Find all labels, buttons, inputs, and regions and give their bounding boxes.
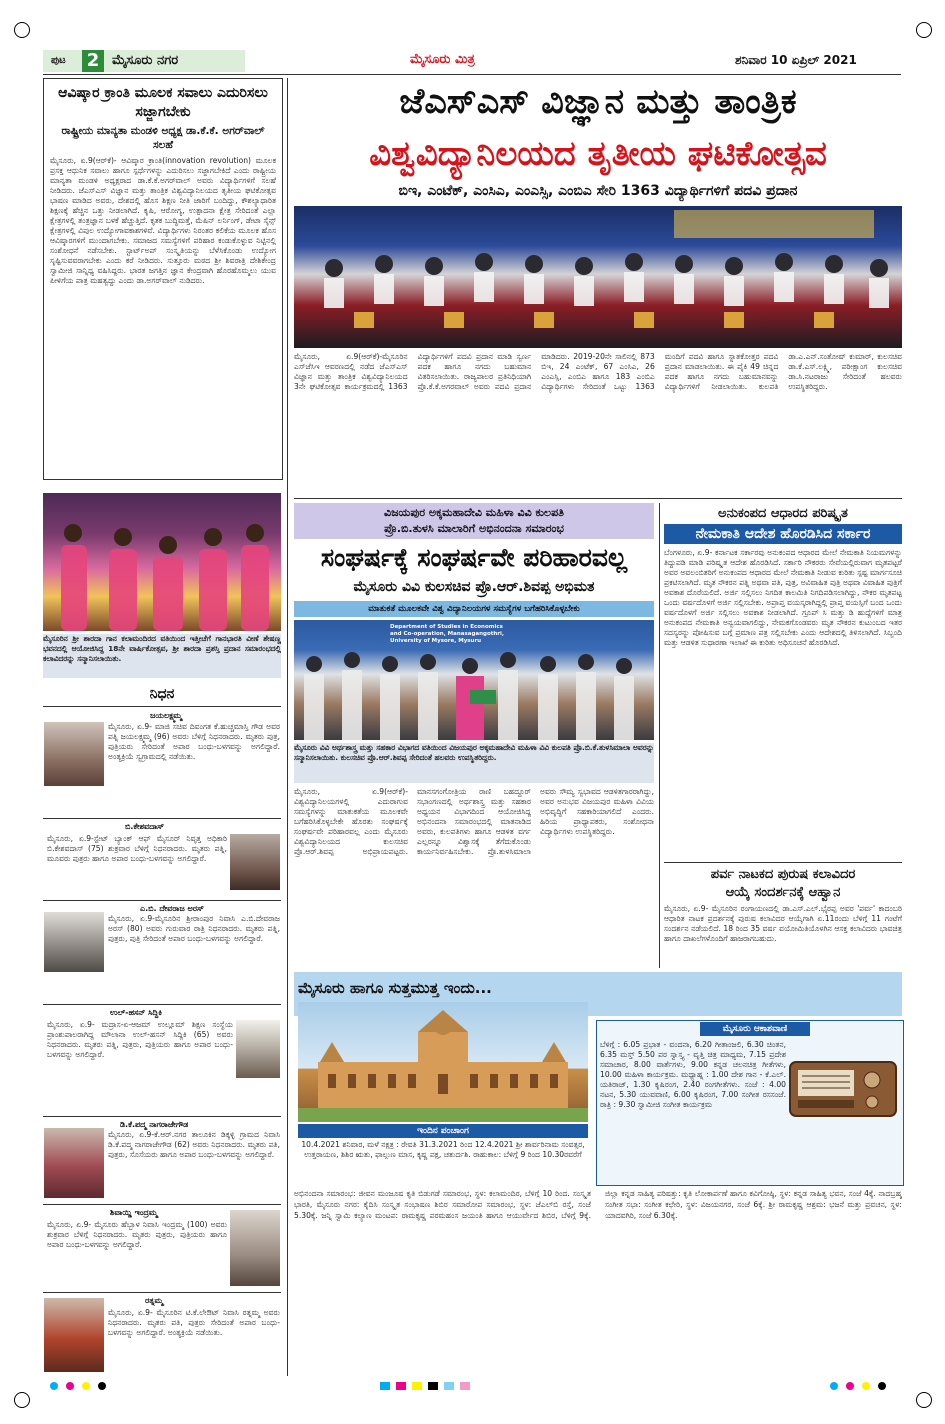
registration-mark-icon [916,22,932,38]
page-label: ಪುಟ [51,55,66,66]
mid-kicker-line1: ವಿಜಯಪುರ ಅಕ್ಕಮಹಾದೇವಿ ಮಹಿಳಾ ವಿವಿ ಕುಲಪತಿ [384,506,564,519]
obituary-photo [44,912,104,972]
mid-title: ಸಂಘರ್ಷಕ್ಕೆ ಸಂಘರ್ಷವೇ ಪರಿಹಾರವಲ್ಲ [320,543,628,572]
page-number: 2 [82,50,104,72]
obituary-rule [43,706,281,707]
panchanga-text: 10.4.2021 ಶನಿವಾರ, ಮಳೆ ನಕ್ಷತ್ರ : ರೇವತಿ 31.3.2021 ರಿಂದ 12.4.2021 ಶ್ರೀ ಶಾರ್ವರಿನಾಮ ಸಂವತ್ಸರ, ಉತ್ತರಾಯಣ, ಶಿಶಿರ ಋತು, ಫಾಲ್ಗುಣ ಮಾಸ, ಕೃಷ್ಣ ಪಕ್ಷ, ಚತುರ್ದಶಿ. ರಾಹುಕಾಲ: ಬೆಳಿಗ್ಗೆ 9 ರಿಂದ 10.30ರವರೆಗೆ [301,1140,585,1159]
color-bar [50,1382,290,1392]
left-photo-caption: ಮೈಸೂರಿನ ಶ್ರೀ ಶಾರದಾ ಗಾನ ಕಲಾಮಂದಿರದ ವತಿಯಿಂದ ಇತ್ತೀಚೆಗೆ ಗಾನಭಾರತಿ ವೀಣೆ ಶೇಷಣ್ಣ ಭವನದಲ್ಲಿ ಆಯೋಜಿಸಿದ್ದ 18ನೇ ವಾರ್ಷಿಕೋತ್ಸವ, ಶ್ರೀ ಶಾರದಾ ಪ್ರಶಸ್ತಿ ಪ್ರದಾನ ಸಮಾರಂಭದಲ್ಲಿ ಕಲಾವಿದರನ್ನು ಸನ್ಮಾನಿಸಲಾಯಿತು. [43,634,281,678]
obituary-name: ಶಿವಾಯ್ಡಿ ಇಂದ್ರಮ್ಮ [110,1208,158,1217]
right2-title: ಆಯ್ಕೆ ಸಂದರ್ಶನಕ್ಕೆ ಆಹ್ವಾನ [725,885,841,900]
lead-bottom-rule [294,498,902,499]
masthead-rule [43,74,901,75]
mid-photo-banner: Department of Studies in Economics and Co-operation, Manasagangothri, University of Mysore, Mysuru [390,624,504,644]
obituary-divider [43,1204,281,1205]
obituary-name: ಉಲ್-ಹಸನ್ ಸಿದ್ದಿಕಿ [110,1008,163,1017]
right-kicker: ಅನುಕಂಪದ ಆಧಾರದ ಪರಿಷ್ಕೃತ [718,506,848,521]
radio-text: ಬೆಳಿಗ್ಗೆ : 6.05 ಪ್ರಭಾತ - ವಂದನಾ, 6.20 ಗೀತಾಂಜಲಿ, 6.30 ಚಿಂತನ, 6.35 ಮಸ್ತ್ 5.50 ಪರ ಸ್ವಾಸ್ತ್ಯ - ವೃತ್ತಿ ಚಿತ್ರ ಮಾಧ್ಯಮ, 7.15 ಪ್ರದೇಶ ಸಮಾಚಾರ, 8.00 ವಾರ್ತೆಗಳು, 9.00 ಕನ್ನಡ ಚಲನಚಿತ್ರ ಗೀತೆಗಳು, 10.00 ಮಹಿಳಾ ಕಾರ್ಯಕ್ರಮ. ಮಧ್ಯಾಹ್ನ : 1.00 ದೇಶ ಗಾನ - ಕೆ.ಎಲ್. ಯತಿರಾಜ್, 1.30 ಕೃಷಿರಂಗ, 2.40 ರಂಗಗೀತೆಗಳು. ಸಂಜೆ : 4.00 ನಟನ, 5.30 ಯುವವಾಣಿ, 6.00 ಕೃಷಿರಂಗ, 7.00 ಸಂಗೀತ ರಸಸಂಜೆ. ರಾತ್ರಿ : 9.30 ಸ್ವಾಮೀಜಿ ಸಂಗೀತ ಕಾರ್ಯಕ್ರಮ [600,1040,786,1109]
radio-heading: ಮೈಸೂರು ಆಕಾಶವಾಣಿ [700,1022,810,1036]
obituary-photo [44,722,104,786]
today-heading: ಮೈಸೂರು ಹಾಗೂ ಸುತ್ತಮುತ್ತ ಇಂದು... [298,979,492,997]
obituary-text: ಮೈಸೂರು, ಏ.9- ಮದ್ರಾಸ-ಏ-ಆಜಮ್ ಉಲ್ಲೂಮ್ ಶಿಕ್ಷಣ ಸಂಸ್ಥೆಯ ಪ್ರಾಂಶುಪಾಲರಾಗಿದ್ದ ಮೌಲಾನಾ ಉಲ್-ಹಸನ್ ಸಿದ್ದಿಕಿ (65) ಅವರು ನಿಧನರಾದರು. ಮೃತರು ಪತ್ನಿ, ಪುತ್ರರು, ಪುತ್ರಿಯರು ಹಾಗೂ ಅಪಾರ ಬಂಧು-ಬಳಗವನ್ನು ಅಗಲಿದ್ದಾರೆ. [47,1020,233,1059]
right-title: ನೇಮಕಾತಿ ಆದೇಶ ಹೊರಡಿಸಿದ ಸರ್ಕಾರ [664,524,902,544]
lead-title-line2: ವಿಶ್ವವಿದ್ಯಾನಿಲಯದ ತೃತೀಯ ಘಟಿಕೋತ್ಸವ [369,134,827,174]
masthead-date: ಶನಿವಾರ 10 ಏಪ್ರಿಲ್ 2021 [735,53,857,67]
color-bar [830,1382,910,1392]
column-divider [659,503,660,968]
obituary-name: ಡಿ.ಕೆ.ಪದ್ಮ ನಾಗರಾಜೇಗೌಡ [120,1120,189,1129]
mid-photo [294,620,654,740]
left-lead-title: ಆವಿಷ್ಕಾರ ಕ್ರಾಂತಿ ಮೂಲಕ ಸವಾಲು ಎದುರಿಸಲು ಸಜ್ಜಾಗಬೇಕು [58,85,268,120]
obituary-divider [43,900,281,901]
radio-icon [788,1058,898,1118]
obituary-text: ಮೈಸೂರು, ಏ.9-ಸ್ಟೇಟ್ ಬ್ಯಾಂಕ್ ಆಫ್ ಮೈಸೂರ್ ನಿವೃತ್ತ ಅಧಿಕಾರಿ ಬಿ.ಕೇಶವದಾಸ್ (75) ಶುಕ್ರವಾರ ಬೆಳಿಗ್ಗೆ ನಿಧನರಾದರು. ಮೃತರು ಪತ್ನಿ, ಮೂವರು ಪುತ್ರರು ಹಾಗೂ ಅಪಾರ ಬಂಧು-ಬಳಗವನ್ನು ಅಗಲಿದ್ದಾರೆ. [47,834,227,863]
right2-kicker: ಪರ್ವ ನಾಟಕದ ಪುರುಷ ಕಲಾವಿದರ [710,867,856,882]
obituary-name: ರತ್ನಮ್ಮ [145,1296,164,1305]
events-listing: ಅಭಿನಂದನಾ ಸಮಾರಂಭ: ಜೀವನ ಮಂಜೂಷ ಕೃತಿ ಬಿಡುಗಡೆ ಸಮಾರಂಭ, ಸ್ಥಳ: ಕಲಾಮಂದಿರ, ಬೆಳಿಗ್ಗೆ 10 ರಿಂದ. ಸಂಸ್ಕೃತ ಭಾರತಿ, ಮೈಸೂರು ನಗರ: ಕೈದಿಸಿ ಸಂಸ್ಕೃತ ಸಂಭಾಷಣ ಶಿಬಿರ ಸಮಾರೋಪ ಸಮಾರಂಭ, ಸ್ಥಳ: ಜೆಎಲ್‌ಬಿ ರಸ್ತೆ, ಸಂಜೆ 5.30ಕ್ಕೆ. ಜನ್ನಿ ಸ್ವಾಮಿ ಕಲ್ಯಾಣ ಮಂಟಪ: ರಾಮಕೃಷ್ಣ ಪರಮಹಂಸ ಜಯಂತಿ ಹಾಗೂ ಆಯುರ್ವೇದ ಶಿಬಿರ, ಬೆಳಿಗ್ಗೆ 9ಕ್ಕೆ. ಜಿಲ್ಲಾ ಕನ್ನಡ ಸಾಹಿತ್ಯ ಪರಿಷತ್ತು: ಕೃತಿ ಲೋಕಾರ್ಪಣೆ ಹಾಗೂ ಕವಿಗೋಷ್ಠಿ, ಸ್ಥಳ: ಕನ್ನಡ ಸಾಹಿತ್ಯ ಭವನ, ಸಂಜೆ 4ಕ್ಕೆ. ನಾದಬ್ರಹ್ಮ ಸಂಗೀತ ಸಭಾ: ಸಂಗೀತ ಕಛೇರಿ, ಸ್ಥಳ: ವಿಜಯನಗರ, ಸಂಜೆ 6ಕ್ಕೆ. ಶ್ರೀ ರಾಮಕೃಷ್ಣ ಆಶ್ರಮ: ಭಜನೆ ಮತ್ತು ಪ್ರವಚನ, ಸ್ಥಳ: ಯಾದವಗಿರಿ, ಸಂಜೆ 6.30ಕ್ಕೆ. [294,1189,902,1220]
obituary-text: ಮೈಸೂರು, ಏ.9- ಮೈಸೂರಿನ ಟಿ.ಕೆ.ಲೇಔಟ್ ನಿವಾಸಿ ರತ್ನಮ್ಮ ಅವರು ನಿಧನರಾದರು. ಮೃತರು ಪತಿ, ಪುತ್ರರು ಸೇರಿದಂತೆ ಅಪಾರ ಬಂಧು-ಬಳಗವನ್ನು ಅಗಲಿದ್ದಾರೆ. ಅಂತ್ಯಕ್ರಿಯೆ ನಡೆಯಿತು. [108,1308,280,1337]
obituary-name: ಜಯಲಕ್ಷ್ಮಮ್ಮ [150,711,182,720]
obituary-photo [44,1128,104,1198]
left-lead-body: ಮೈಸೂರು, ಏ.9(ಆರ್‌ಕೆ)- ಆವಿಷ್ಕಾರ ಕ್ರಾಂತಿ(innovation revolution) ಮೂಲಕ ಪ್ರಸಕ್ತ ಆಧುನಿಕ ಸವಾಲು ಹಾಗೂ ಸ್ಪರ್ಧೆಗಳನ್ನು ಎದುರಿಸಲು ಸಜ್ಜಾಗಬೇಕಿದೆ ಎಂದು ರಾಷ್ಟ್ರೀಯ ಮಾನ್ಯತಾ ಮಂಡಳಿ ಅಧ್ಯಕ್ಷರಾದ ಡಾ.ಕೆ.ಕೆ.ಅಗರ್‌ವಾಲ್ ಅವರು ವಿದ್ಯಾರ್ಥಿಗಳಿಗೆ ಸಲಹೆ ನೀಡಿದರು. ಜೆಎಸ್‌ಎಸ್ ವಿಜ್ಞಾನ ಮತ್ತು ತಾಂತ್ರಿಕ ವಿಶ್ವವಿದ್ಯಾನಿಲಯದ ತೃತೀಯ ಘಟಿಕೋತ್ಸವ ಭಾಷಣ ಮಾಡಿದ ಅವರು, ದೇಶದಲ್ಲಿ ಹೊಸ ಶಿಕ್ಷಣ ನೀತಿ ಜಾರಿಗೆ ಬಂದಿದ್ದು, ಕೌಶಲ್ಯಾಧಾರಿತ ಶಿಕ್ಷಣಕ್ಕೆ ಹೆಚ್ಚಿನ ಒತ್ತು ನೀಡಲಾಗಿದೆ. ಕೃಷಿ, ಆರೋಗ್ಯ, ಉತ್ಪಾದನಾ ಕ್ಷೇತ್ರ ಸೇರಿದಂತೆ ಎಲ್ಲಾ ಕ್ಷೇತ್ರಗಳಲ್ಲಿ ತಂತ್ರಜ್ಞಾನ ಬಳಕೆ ಹೆಚ್ಚುತ್ತಿದೆ. ಕೃತಕ ಬುದ್ಧಿಮತ್ತೆ, ಮೆಷಿನ್ ಲರ್ನಿಂಗ್, ಡೇಟಾ ಸೈನ್ಸ್ ಕ್ಷೇತ್ರಗಳಲ್ಲಿ ವಿಪುಲ ಉದ್ಯೋಗಾವಕಾಶಗಳಿವೆ. ವಿದ್ಯಾರ್ಥಿಗಳು ನಿರಂತರ ಕಲಿಕೆಯ ಮೂಲಕ ಹೊಸ ಆವಿಷ್ಕಾರಗಳಿಗೆ ಮುಂದಾಗಬೇಕು. ಸಮಾಜದ ಸಮಸ್ಯೆಗಳಿಗೆ ಪರಿಹಾರ ಕಂಡುಕೊಳ್ಳುವ ನಿಟ್ಟಿನಲ್ಲಿ ಸಂಶೋಧನೆ ನಡೆಸಬೇಕು. ಸ್ಟಾರ್ಟ್‌ಅಪ್ ಸಂಸ್ಕೃತಿಯನ್ನು ಬೆಳೆಸಿಕೊಂಡು ಉದ್ಯೋಗ ಸೃಷ್ಟಿಸುವವರಾಗಬೇಕು ಎಂದು ಕರೆ ನೀಡಿದರು. ಸುತ್ತೂರು ಮಠದ ಶ್ರೀ ಶಿವರಾತ್ರಿ ದೇಶಿಕೇಂದ್ರ ಸ್ವಾಮೀಜಿ ಸಾನ್ನಿಧ್ಯ ವಹಿಸಿದ್ದರು. ಭಾರತ ಜಗತ್ತಿನ ಜ್ಞಾನ ಕೇಂದ್ರವಾಗಿ ಹೊರಹೊಮ್ಮಲು ಯುವ ಪೀಳಿಗೆಯ ಪಾತ್ರ ಮಹತ್ವದ್ದು ಎಂದು ಡಾ.ಅಗರ್‌ವಾಲ್ ನುಡಿದರು. [50,156,276,285]
left-lead-subtitle: ರಾಷ್ಟ್ರೀಯ ಮಾನ್ಯತಾ ಮಂಡಳಿ ಅಧ್ಯಕ್ಷ ಡಾ.ಕೆ.ಕೆ. ಅಗರ್‌ವಾಲ್ ಸಲಹೆ [61,125,265,151]
column-divider [287,78,288,1376]
obituary-photo [230,834,280,890]
panchanga-heading: ಇಂದಿನ ಪಂಚಾಂಗ [298,1124,588,1138]
lead-subtitle: ಬಿಇ, ಎಂಟೆಕ್, ಎಂಸಿಎ, ಎಂಎಸ್ಸಿ, ಎಂಬಿಎ ಸೇರಿ 1363 ವಿದ್ಯಾರ್ಥಿಗಳಿಗೆ ಪದವಿ ಪ್ರದಾನ [398,183,798,199]
mid-strap: ಮಾತುಕತೆ ಮೂಲಕವೇ ವಿಶ್ವ ವಿದ್ಯಾನಿಲಯಗಳ ಸಮಸ್ಯೆಗಳ ಬಗೆಹರಿಸಿಕೊಳ್ಳಬೇಕು [294,601,654,617]
left-photo [43,493,281,631]
group-photo-figures [43,493,281,631]
obituary-heading: ನಿಧನ [149,686,175,702]
obituary-text: ಮೈಸೂರು, ಏ.9-ಕೆ.ಆರ್.ನಗರ ತಾಲೂಕಿನ ಡಿಕ್ಕಳ್ಳಿ ಗ್ರಾಮದ ನಿವಾಸಿ ಡಿ.ಕೆ.ಪದ್ಮ ನಾಗರಾಜೇಗೌಡ (62) ಅವರು ನಿಧನರಾದರು. ಮೃತರು ಪತಿ, ಪುತ್ರರು, ಸೊಸೆಯರು ಹಾಗೂ ಅಪಾರ ಬಂಧು-ಬಳಗವನ್ನು ಅಗಲಿದ್ದಾರೆ. [108,1130,280,1159]
registration-mark-icon [14,22,30,38]
radio-icon-svg [788,1058,898,1118]
obituary-name: ಎ.ಬಿ. ದೇವರಾಜ ಅರಸ್ [140,904,204,913]
obituary-name: ಬಿ.ಕೇಶವದಾಸ್ [125,822,164,831]
paper-name: ಮೈಸೂರು ಮಿತ್ರ [410,52,475,67]
section-name: ಮೈಸೂರು ನಗರ [112,53,179,68]
obituary-divider [43,818,281,819]
obituary-divider [43,1004,281,1005]
obituary-text: ಮೈಸೂರು, ಏ.9- ಮೈಸೂರು ಹೆಬ್ಬಾಳ ನಿವಾಸಿ ಇಂದ್ರಮ್ಮ (100) ಅವರು ಶುಕ್ರವಾರ ಬೆಳಿಗ್ಗೆ ನಿಧನರಾದರು. ಮೃತರು ಪುತ್ರರು, ಪುತ್ರಿಯರು ಹಾಗೂ ಅಪಾರ ಬಂಧು-ಬಳಗವನ್ನು ಅಗಲಿದ್ದಾರೆ. [47,1220,227,1249]
obituary-divider [43,1292,281,1293]
obituary-photo [230,1210,280,1286]
palace-svg [298,1002,588,1122]
mid-photo-figures [294,620,654,740]
obituary-text: ಮೈಸೂರು, ಏ.9-ಮೈಸೂರಿನ ಶ್ರೀರಾಂಪುರ ನಿವಾಸಿ ಎ.ಬಿ.ದೇವರಾಜ ಅರಸ್ (80) ಅವರು ಗುರುವಾರ ರಾತ್ರಿ ನಿಧನರಾದರು. ಮೃತರು ಪತ್ನಿ, ಪುತ್ರರು, ಪುತ್ರಿ ಸೇರಿದಂತೆ ಅಪಾರ ಬಂಧು-ಬಳಗವನ್ನು ಅಗಲಿದ್ದಾರೆ. [108,914,280,943]
registration-mark-icon [14,1392,30,1408]
mid-subtitle: ಮೈಸೂರು ವಿವಿ ಕುಲಸಚಿವ ಪ್ರೊ.ಆರ್.ಶಿವಪ್ಪ ಅಭಿಮತ [353,579,595,595]
right-body: ಬೆಂಗಳೂರು, ಏ.9- ಕರ್ನಾಟಕ ಸರ್ಕಾರವು ಅನುಕಂಪದ ಆಧಾರದ ಮೇಲೆ ನೇಮಕಾತಿ ನಿಯಮಗಳನ್ನು ತಿದ್ದುಪಡಿ ಮಾಡಿ ಪರಿಷ್ಕೃತ ಆದೇಶ ಹೊರಡಿಸಿದೆ. ಸರ್ಕಾರಿ ನೌಕರರು ಸೇವೆಯಲ್ಲಿರುವಾಗ ಮೃತಪಟ್ಟರೆ ಅವರ ಅವಲಂಬಿತರಿಗೆ ಅನುಕಂಪದ ಆಧಾರದ ಮೇಲೆ ನೇಮಕಾತಿ ನೀಡುವ ಕುರಿತು ಸ್ಪಷ್ಟ ಮಾರ್ಗಸೂಚಿ ಪ್ರಕಟಿಸಲಾಗಿದೆ. ಮೃತ ನೌಕರನ ಪತ್ನಿ ಅಥವಾ ಪತಿ, ಪುತ್ರ, ಅವಿವಾಹಿತ ಪುತ್ರಿ ಅಥವಾ ವಿವಾಹಿತ ಪುತ್ರಿಗೆ ಅವಕಾಶ ದೊರೆಯಲಿದೆ. ಅರ್ಜಿ ಸಲ್ಲಿಸಲು ನಿಗದಿತ ಕಾಲಮಿತಿ ನಿಗದಿಪಡಿಸಲಾಗಿದ್ದು, ನೌಕರ ಮೃತಪಟ್ಟ ಒಂದು ವರ್ಷದೊಳಗೆ ಅರ್ಜಿ ಸಲ್ಲಿಸಬೇಕು. ಅಪ್ರಾಪ್ತ ವಯಸ್ಕರಾಗಿದ್ದಲ್ಲಿ ಪ್ರಾಪ್ತ ವಯಸ್ಸಿಗೆ ಬಂದ ಒಂದು ವರ್ಷದೊಳಗೆ ಅರ್ಜಿ ಸಲ್ಲಿಸಲು ಅವಕಾಶ ನೀಡಲಾಗಿದೆ. ಗ್ರೂಪ್ ಸಿ ಮತ್ತು ಡಿ ಹುದ್ದೆಗಳಿಗೆ ಮಾತ್ರ ಅನುಕಂಪದ ನೇಮಕಾತಿ ಅನ್ವಯವಾಗಲಿದ್ದು, ನೇಮಕಗೊಂಡವರು ಮೃತ ನೌಕರನ ಕುಟುಂಬದ ಇತರ ಸದಸ್ಯರನ್ನು ಪೋಷಿಸುವ ಬಗ್ಗೆ ಪ್ರಮಾಣ ಪತ್ರ ಸಲ್ಲಿಸಬೇಕು ಎಂದು ಆದೇಶದಲ್ಲಿ ತಿಳಿಸಲಾಗಿದೆ. ಸಿಬ್ಬಂದಿ ಮತ್ತು ಆಡಳಿತ ಸುಧಾರಣಾ ಇಲಾಖೆ ಈ ಕುರಿತು ಅಧಿಸೂಚನೆ ಹೊರಡಿಸಿದೆ. [664,548,902,647]
obituary-photo [44,1298,104,1372]
obituary-text: ಮೈಸೂರು, ಏ.9- ಮಾಜಿ ಸಚಿವ ದಿವಂಗತ ಕೆ.ಹುಚ್ಚಮಾಸ್ತಿ ಗೌಡ ಅವರ ಪತ್ನಿ ಜಯಲಕ್ಷ್ಮಮ್ಮ (96) ಅವರು ಬೆಳಿಗ್ಗೆ ನಿಧನರಾದರು. ಮೃತರು ಪುತ್ರ, ಪುತ್ರಿಯರು ಸೇರಿದಂತೆ ಅಪಾರ ಬಂಧು-ಬಳಗವನ್ನು ಅಗಲಿದ್ದಾರೆ. ಅಂತ್ಯಕ್ರಿಯೆ ಸ್ವಗ್ರಾಮದಲ್ಲಿ ನಡೆಯಿತು. [108,722,280,761]
obituary-divider [43,1116,281,1117]
mid-kicker-line2: ಪ್ರೊ.ಬಿ.ತುಳಸಿ ಮಾಲಾರಿಗೆ ಅಭಿನಂದನಾ ಸಮಾರಂಭ [384,522,564,535]
lead-title-line1: ಜೆಎಸ್‌ಎಸ್ ವಿಜ್ಞಾನ ಮತ್ತು ತಾಂತ್ರಿಕ [399,82,797,122]
right-story-rule [664,862,902,863]
mid-photo-caption: ಮೈಸೂರು ವಿವಿ ಅರ್ಥಶಾಸ್ತ್ರ ಮತ್ತು ಸಹಕಾರ ವಿಭಾಗದ ವತಿಯಿಂದ ವಿಜಯಪುರ ಅಕ್ಕಮಹಾದೇವಿ ಮಹಿಳಾ ವಿವಿ ಕುಲಪತಿ ಪ್ರೊ.ಬಿ.ಕೆ.ತುಳಸಿಮಾಲಾ ಅವರನ್ನು ಸನ್ಮಾನಿಸಲಾಯಿತು. ಕುಲಸಚಿವ ಪ್ರೊ.ಆರ್.ಶಿವಪ್ಪ ಸೇರಿದಂತೆ ಹಲವರು ಉಪಸ್ಥಿತರಿದ್ದರು. [294,743,654,783]
color-bar [380,1382,560,1392]
convocation-figures [294,206,902,348]
palace-illustration [298,1002,588,1122]
right2-body: ಮೈಸೂರು, ಏ.9- ಮೈಸೂರಿನ ರಂಗಾಯಣದಲ್ಲಿ ಡಾ.ಎಸ್.ಎಲ್.ಭೈರಪ್ಪ ಅವರ 'ಪರ್ವ' ಕಾದಂಬರಿ ಆಧಾರಿತ ನಾಟಕ ಪ್ರದರ್ಶನಕ್ಕೆ ಪುರುಷ ಕಲಾವಿದರ ಆಯ್ಕೆಗಾಗಿ ಏ.11ರಂದು ಬೆಳಿಗ್ಗೆ 11 ಗಂಟೆಗೆ ಸಂದರ್ಶನ ನಡೆಯಲಿದೆ. 18 ರಿಂದ 35 ವರ್ಷ ವಯೋಮಿತಿಯೊಳಗಿನ ಆಸಕ್ತ ಕಲಾವಿದರು ಭಾವಚಿತ್ರ ಹಾಗೂ ದಾಖಲೆಗಳೊಂದಿಗೆ ಹಾಜರಾಗಬಹುದು. [664,904,902,943]
registration-mark-icon [916,1392,932,1408]
obituary-photo [236,1020,280,1078]
lead-body: ಮೈಸೂರು, ಏ.9(ಆರ್‌ಕೆ)-ಮೈಸೂರಿನ ಎಸ್‌ಜೆಸಿಇ ಆವರಣದಲ್ಲಿ ನಡೆದ ಜೆಎಸ್‌ಎಸ್ ವಿಜ್ಞಾನ ಮತ್ತು ತಾಂತ್ರಿಕ ವಿಶ್ವವಿದ್ಯಾನಿಲಯದ 3ನೇ ಘಟಿಕೋತ್ಸವ ಕಾರ್ಯಕ್ರಮದಲ್ಲಿ 1363 ವಿದ್ಯಾರ್ಥಿಗಳಿಗೆ ಪದವಿ ಪ್ರದಾನ ಮಾಡಿ ಸ್ವರ್ಣ ಪದಕ ಹಾಗೂ ನಗದು ಬಹುಮಾನ ವಿತರಿಸಲಾಯಿತು. ರಾಜ್ಯಪಾಲರ ಪ್ರತಿನಿಧಿಯಾಗಿ ಪ್ರೊ.ಕೆ.ಕೆ.ಅಗರವಾಲ್ ಅವರು ಪದವಿ ಪ್ರದಾನ ಮಾಡಿದರು. 2019-20ನೇ ಸಾಲಿನಲ್ಲಿ 873 ಬಿಇ, 24 ಎಂಟೆಕ್, 67 ಎಂಸಿಎ, 26 ಎಂಎಸ್ಸಿ, ಎಂಬಿಎ ಹಾಗೂ 183 ಎಂಬಿಎ ವಿದ್ಯಾರ್ಥಿಗಳು ಸೇರಿದಂತೆ ಒಟ್ಟು 1363 ಮಂದಿಗೆ ಪದವಿ ಹಾಗೂ ಸ್ನಾತಕೋತ್ತರ ಪದವಿ ಪ್ರದಾನ ಮಾಡಲಾಯಿತು. ಈ ಪೈಕಿ 49 ಚಿನ್ನದ ಪದಕ ಹಾಗೂ ನಗದು ಬಹುಮಾನವನ್ನು ವಿದ್ಯಾರ್ಥಿಗಳಿಗೆ ನೀಡಲಾಯಿತು. ಕುಲಪತಿ ಡಾ.ಎ.ಎನ್.ಸಂತೋಷ್ ಕುಮಾರ್, ಕುಲಸಚಿವ ಡಾ.ಕೆ.ಎಸ್.ಲಕ್ಷ್ಮಿ, ಪರೀಕ್ಷಾಂಗ ಕುಲಸಚಿವ ಡಾ.ಸಿ.ನಟರಾಜು ಸೇರಿದಂತೆ ಹಲವರು ಉಪಸ್ಥಿತರಿದ್ದರು. [294,352,902,391]
mid-body: ಮೈಸೂರು, ಏ.9(ಆರ್‌ಕೆ)- ವಿಶ್ವವಿದ್ಯಾನಿಲಯಗಳಲ್ಲಿ ಎದುರಾಗುವ ಸಮಸ್ಯೆಗಳನ್ನು ಮಾತುಕತೆಯ ಮೂಲಕವೇ ಬಗೆಹರಿಸಿಕೊಳ್ಳಬೇಕೇ ಹೊರತು ಸಂಘರ್ಷಕ್ಕೆ ಸಂಘರ್ಷವೇ ಪರಿಹಾರವಲ್ಲ ಎಂದು ಮೈಸೂರು ವಿಶ್ವವಿದ್ಯಾನಿಲಯದ ಕುಲಸಚಿವ ಪ್ರೊ.ಆರ್.ಶಿವಪ್ಪ ಅಭಿಪ್ರಾಯಪಟ್ಟರು. ಮಾನಸಗಂಗೋತ್ರಿಯ ರಾಣಿ ಬಹದ್ದೂರ್ ಸಭಾಂಗಣದಲ್ಲಿ ಅರ್ಥಶಾಸ್ತ್ರ ಮತ್ತು ಸಹಕಾರ ಅಧ್ಯಯನ ವಿಭಾಗದಿಂದ ಆಯೋಜಿಸಿದ್ದ ಅಭಿನಂದನಾ ಸಮಾರಂಭದಲ್ಲಿ ಮಾತನಾಡಿದ ಅವರು, ಕುಲಪತಿಗಳು ಹಾಗೂ ಆಡಳಿತ ವರ್ಗ ಎಲ್ಲರನ್ನೂ ವಿಶ್ವಾಸಕ್ಕೆ ತೆಗೆದುಕೊಂಡು ಕಾರ್ಯನಿರ್ವಹಿಸಬೇಕು. ಪ್ರೊ.ತುಳಸಿಮಾಲಾ ಅವರು ಸೌಮ್ಯ ಸ್ವಭಾವದ ಆಡಳಿತಗಾರರಾಗಿದ್ದು, ಅವರ ಅನುಭವ ವಿಜಯಪುರ ಮಹಿಳಾ ವಿವಿಯ ಅಭಿವೃದ್ಧಿಗೆ ಸಹಕಾರಿಯಾಗಲಿದೆ ಎಂದರು. ಹಿರಿಯ ಪ್ರಾಧ್ಯಾಪಕರು, ಸಂಶೋಧನಾ ವಿದ್ಯಾರ್ಥಿಗಳು ಉಪಸ್ಥಿತರಿದ್ದರು. [294,787,654,856]
convocation-photo [294,206,902,348]
